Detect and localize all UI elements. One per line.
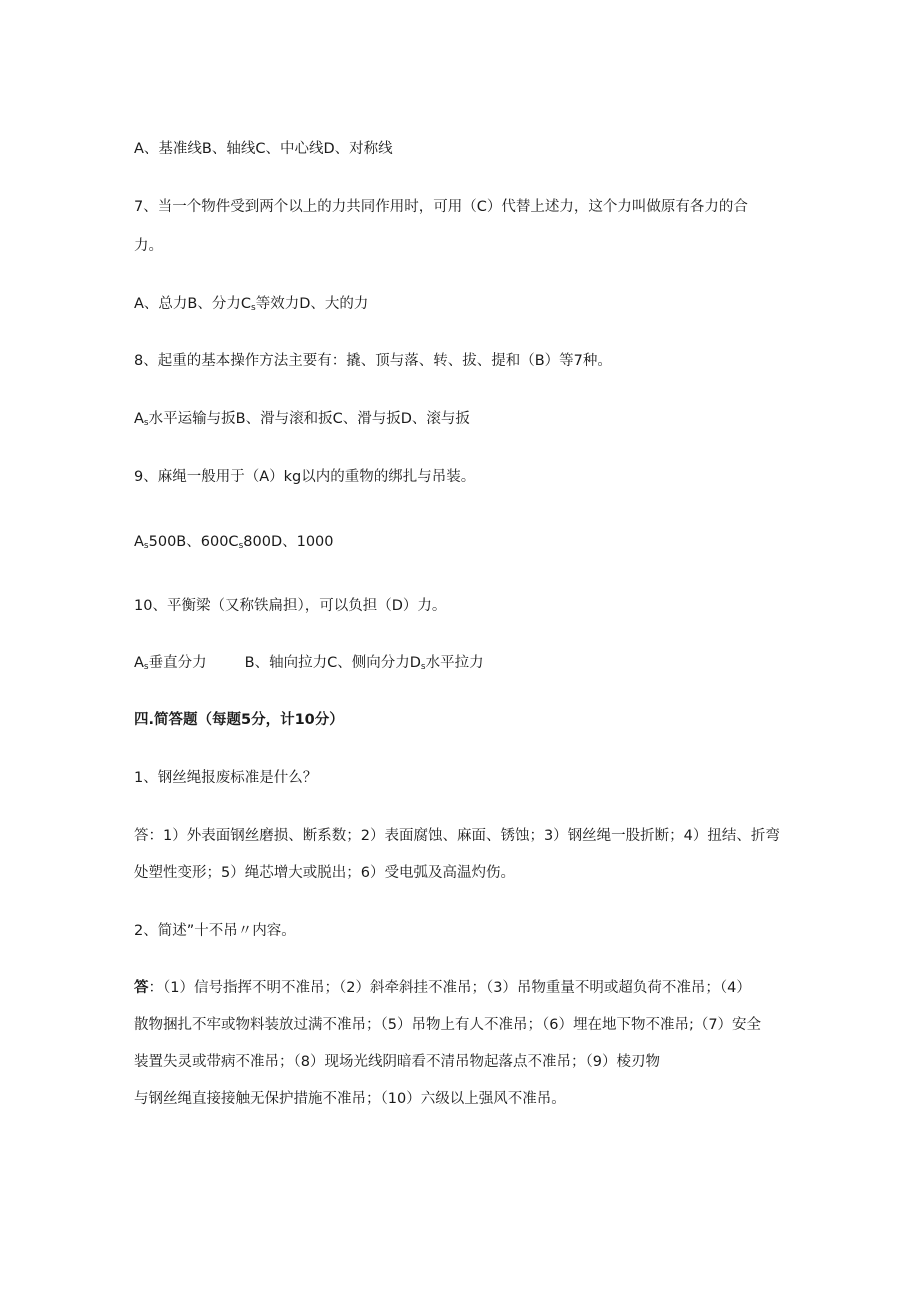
short-answer-1-line1	[134, 826, 780, 846]
q9-opt-a: A	[134, 534, 144, 550]
q7-line2: 力。	[134, 238, 163, 254]
sq2-answer-line3: 装置失灵或带病不准吊；（8）现场光线阴暗看不清吊物起落点不准吊；（9）棱刃物	[134, 1054, 660, 1070]
q8-opt-a: A	[134, 411, 144, 427]
sq2-answer-line2: 散物捆扎不牢或物料装放过满不准吊；（5）吊物上有人不准吊；（6）埋在地下物不准吊;（7）安全	[134, 1017, 762, 1033]
short-question-2	[134, 921, 296, 941]
sq2-question: 2、简述”十不吊〃内容。	[134, 923, 296, 939]
q9-opt-sep1: s	[143, 541, 149, 551]
question-7-options	[134, 294, 368, 318]
question-10-options	[134, 653, 484, 677]
section4-title-text: 四.简答题（每题5分，计10分）	[134, 712, 344, 728]
sq1-answer-line2: 处塑性变形；5）绳芯增大或脱出；6）受电弧及高温灼伤。	[134, 865, 515, 881]
q10-question: 10、平衡梁（又称铁扁担），可以负担（D）力。	[134, 598, 447, 614]
q8-question: 8、起重的基本操作方法主要有：撬、顶与落、转、拔、提和（B）等7种。	[134, 353, 612, 369]
q10-opt-a: A	[134, 655, 144, 671]
q7-opt-sep: s	[251, 303, 256, 313]
q10-opt-sep2: s	[420, 662, 426, 672]
question-9-text	[134, 467, 475, 487]
question-7-text-line2	[134, 236, 163, 256]
q10-opt-a-text: 垂直分力	[148, 655, 207, 671]
question-8-text	[134, 351, 612, 371]
short-answer-2-line3	[134, 1052, 660, 1072]
question-8-options	[134, 409, 470, 433]
q6-options-text: A、基准线B、轴线C、中心线D、对称线	[134, 141, 393, 157]
q7-line1: 7、当一个物件受到两个以上的力共同作用时，可用（C）代替上述力，这个力叫做原有各力的合	[134, 199, 748, 215]
sq2-answer-line4: 与钢丝绳直接接触无保护措施不准吊；（10）六级以上强风不准吊。	[134, 1091, 566, 1107]
q8-opt-sep: s	[143, 418, 149, 428]
q10-opt-mid: B、轴向拉力C、侧向分力D	[244, 655, 421, 671]
short-answer-1-line2	[134, 863, 515, 883]
q9-opt-sep2: s	[238, 541, 244, 551]
question-6-options	[134, 139, 393, 159]
q7-opt-rest: 等效力D、大的力	[255, 296, 369, 312]
sq2-answer-label: 答	[134, 980, 149, 996]
q10-opt-sep1: s	[143, 662, 149, 672]
short-answer-2-line2	[134, 1015, 761, 1035]
q9-opt-mid: 500B、600C	[148, 534, 239, 550]
sq1-question: 1、钢丝绳报废标准是什么？	[134, 770, 318, 786]
section-4-title	[134, 710, 344, 730]
question-9-options	[134, 532, 334, 556]
short-answer-2-line1	[134, 978, 751, 998]
sq1-answer-line1: 答：1）外表面钢丝磨损、断系数；2）表面腐蚀、麻面、锈蚀；3）钢丝绳一股折断；4）扭结、折弯	[134, 828, 780, 844]
sq2-answer-line1: ：（1）信号指挥不明不准吊；（2）斜牵斜挂不准吊；（3）吊物重量不明或超负荷不准吊；（4）	[148, 980, 751, 996]
q10-opt-rest: 水平拉力	[425, 655, 484, 671]
q8-opt-rest: 水平运输与扳B、滑与滚和扳C、滑与扳D、滚与扳	[148, 411, 470, 427]
q9-opt-rest: 800D、1000	[243, 534, 334, 550]
short-answer-2-line4	[134, 1089, 566, 1109]
q9-question: 9、麻绳一般用于（A）kg以内的重物的绑扎与吊装。	[134, 469, 476, 485]
question-7-text-line1	[134, 197, 748, 217]
short-question-1	[134, 768, 317, 788]
q7-opt-a: A、总力B、分力C	[134, 296, 251, 312]
question-10-text	[134, 596, 446, 616]
